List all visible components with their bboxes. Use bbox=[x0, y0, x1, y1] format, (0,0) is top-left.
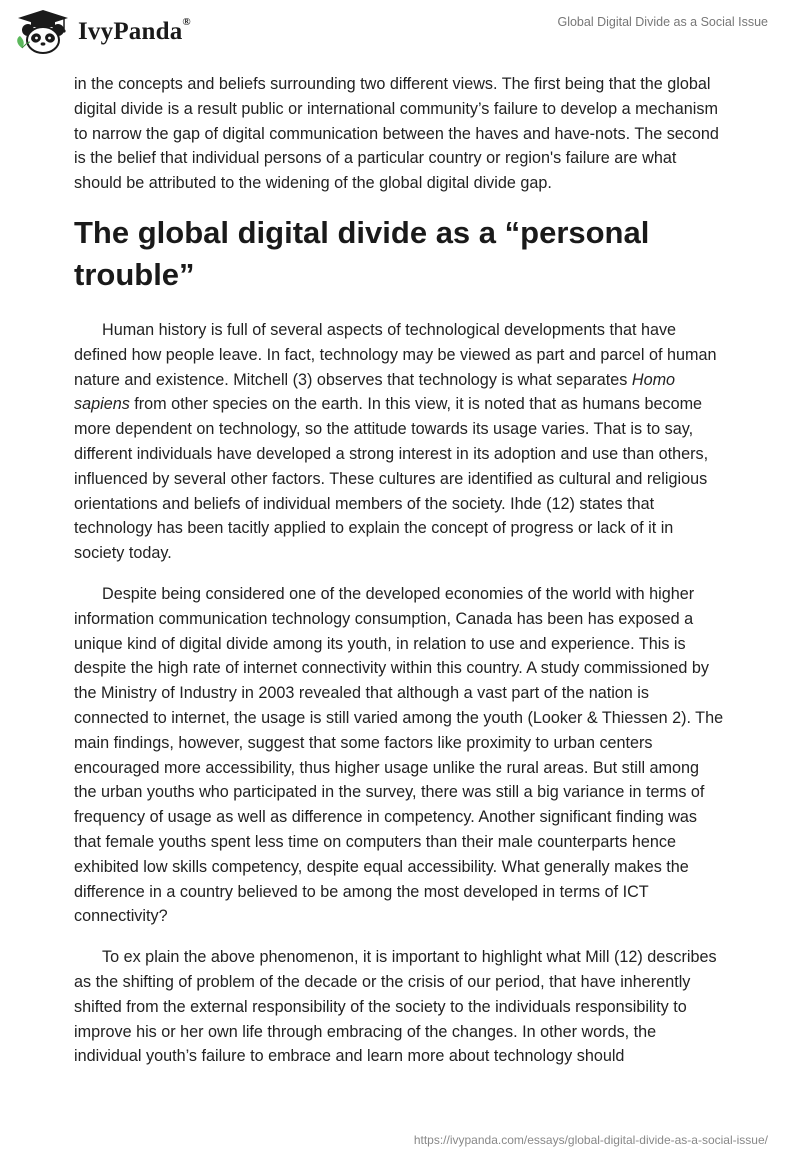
section-heading: The global digital divide as a “personal trouble” bbox=[74, 214, 650, 292]
article-body bbox=[74, 72, 726, 1085]
document-title: Global Digital Divide as a Social Issue bbox=[557, 15, 768, 29]
ivypanda-logo-link[interactable] bbox=[14, 8, 191, 56]
paragraph-explanation: To ex plain the above phenomenon, it is important to highlight what Mill (12) describes as the shifting of problem of the decade or the crisis of our period, that have inherently shifted from the external responsibility of the society to the individuals responsibility to improve his or her own life through embracing of the changes. In other words, the individual youth’s failure to embrace and learn more about technology should bbox=[74, 948, 717, 1066]
paragraph-canada-study: Despite being considered one of the developed economies of the world with higher information communication technology consumption, Canada has been has exposed a unique kind of digital divide among its youth, in relation to use and experience. This is despite the high rate of internet connectivity within this country. A study commissioned by the Ministry of Industry in 2003 revealed that although a vast part of the nation is connected to internet, the usage is still varied among the youth (Looker & Thiessen 2). The main findings, however, suggest that some factors like proximity to urban centers encouraged more accessibility, thus higher usage unlike the rural areas. But still among the urban youths who participated in the survey, there was still a big variance in terms of frequency of usage as well as difference in competency. Another significant finding was that female youths spent less time on computers than their male counterparts hence exhibited low skills competency, despite equal accessibility. What generally makes the difference in a country believed to be among the most developed in terms of ICT connectivity? bbox=[74, 584, 724, 926]
page-header bbox=[0, 0, 800, 62]
panda-graduate-icon bbox=[14, 8, 72, 56]
species-name: Homo sapiens bbox=[74, 370, 676, 414]
paragraph-technology-history: Human history is full of several aspects of technological developments that have defined how people leave. In fact, technology may be viewed as part and parcel of human nature and existence. Mitchell (3) observes that technology is what separates Homo sapiens from other species on the earth. In this view, it is noted that as humans become more dependent on technology, so the attitude towards its usage varies. That is to say, different individuals have developed a strong interest in its adoption and use than others, influenced by several other factors. These cultures are identified as cultural and religious orientations and beliefs of individual members of the society. Ihde (12) states that technology has been tacitly applied to explain the concept of progress or lack of it in society today. bbox=[74, 320, 717, 563]
page-url[interactable]: https://ivypanda.com/essays/global-digital-divide-as-a-social-issue/ bbox=[413, 1133, 768, 1147]
brand-name: IvyPanda® bbox=[78, 16, 191, 45]
paragraph-intro: in the concepts and beliefs surrounding two different views. The first being that the global digital divide is a result public or international community’s failure to develop a mechanism to narrow the gap of digital communication between the haves and have-nots. The second is the belief that individual persons of a particular country or region's failure are what should be attributed to the widening of the global digital divide gap. bbox=[74, 75, 719, 193]
